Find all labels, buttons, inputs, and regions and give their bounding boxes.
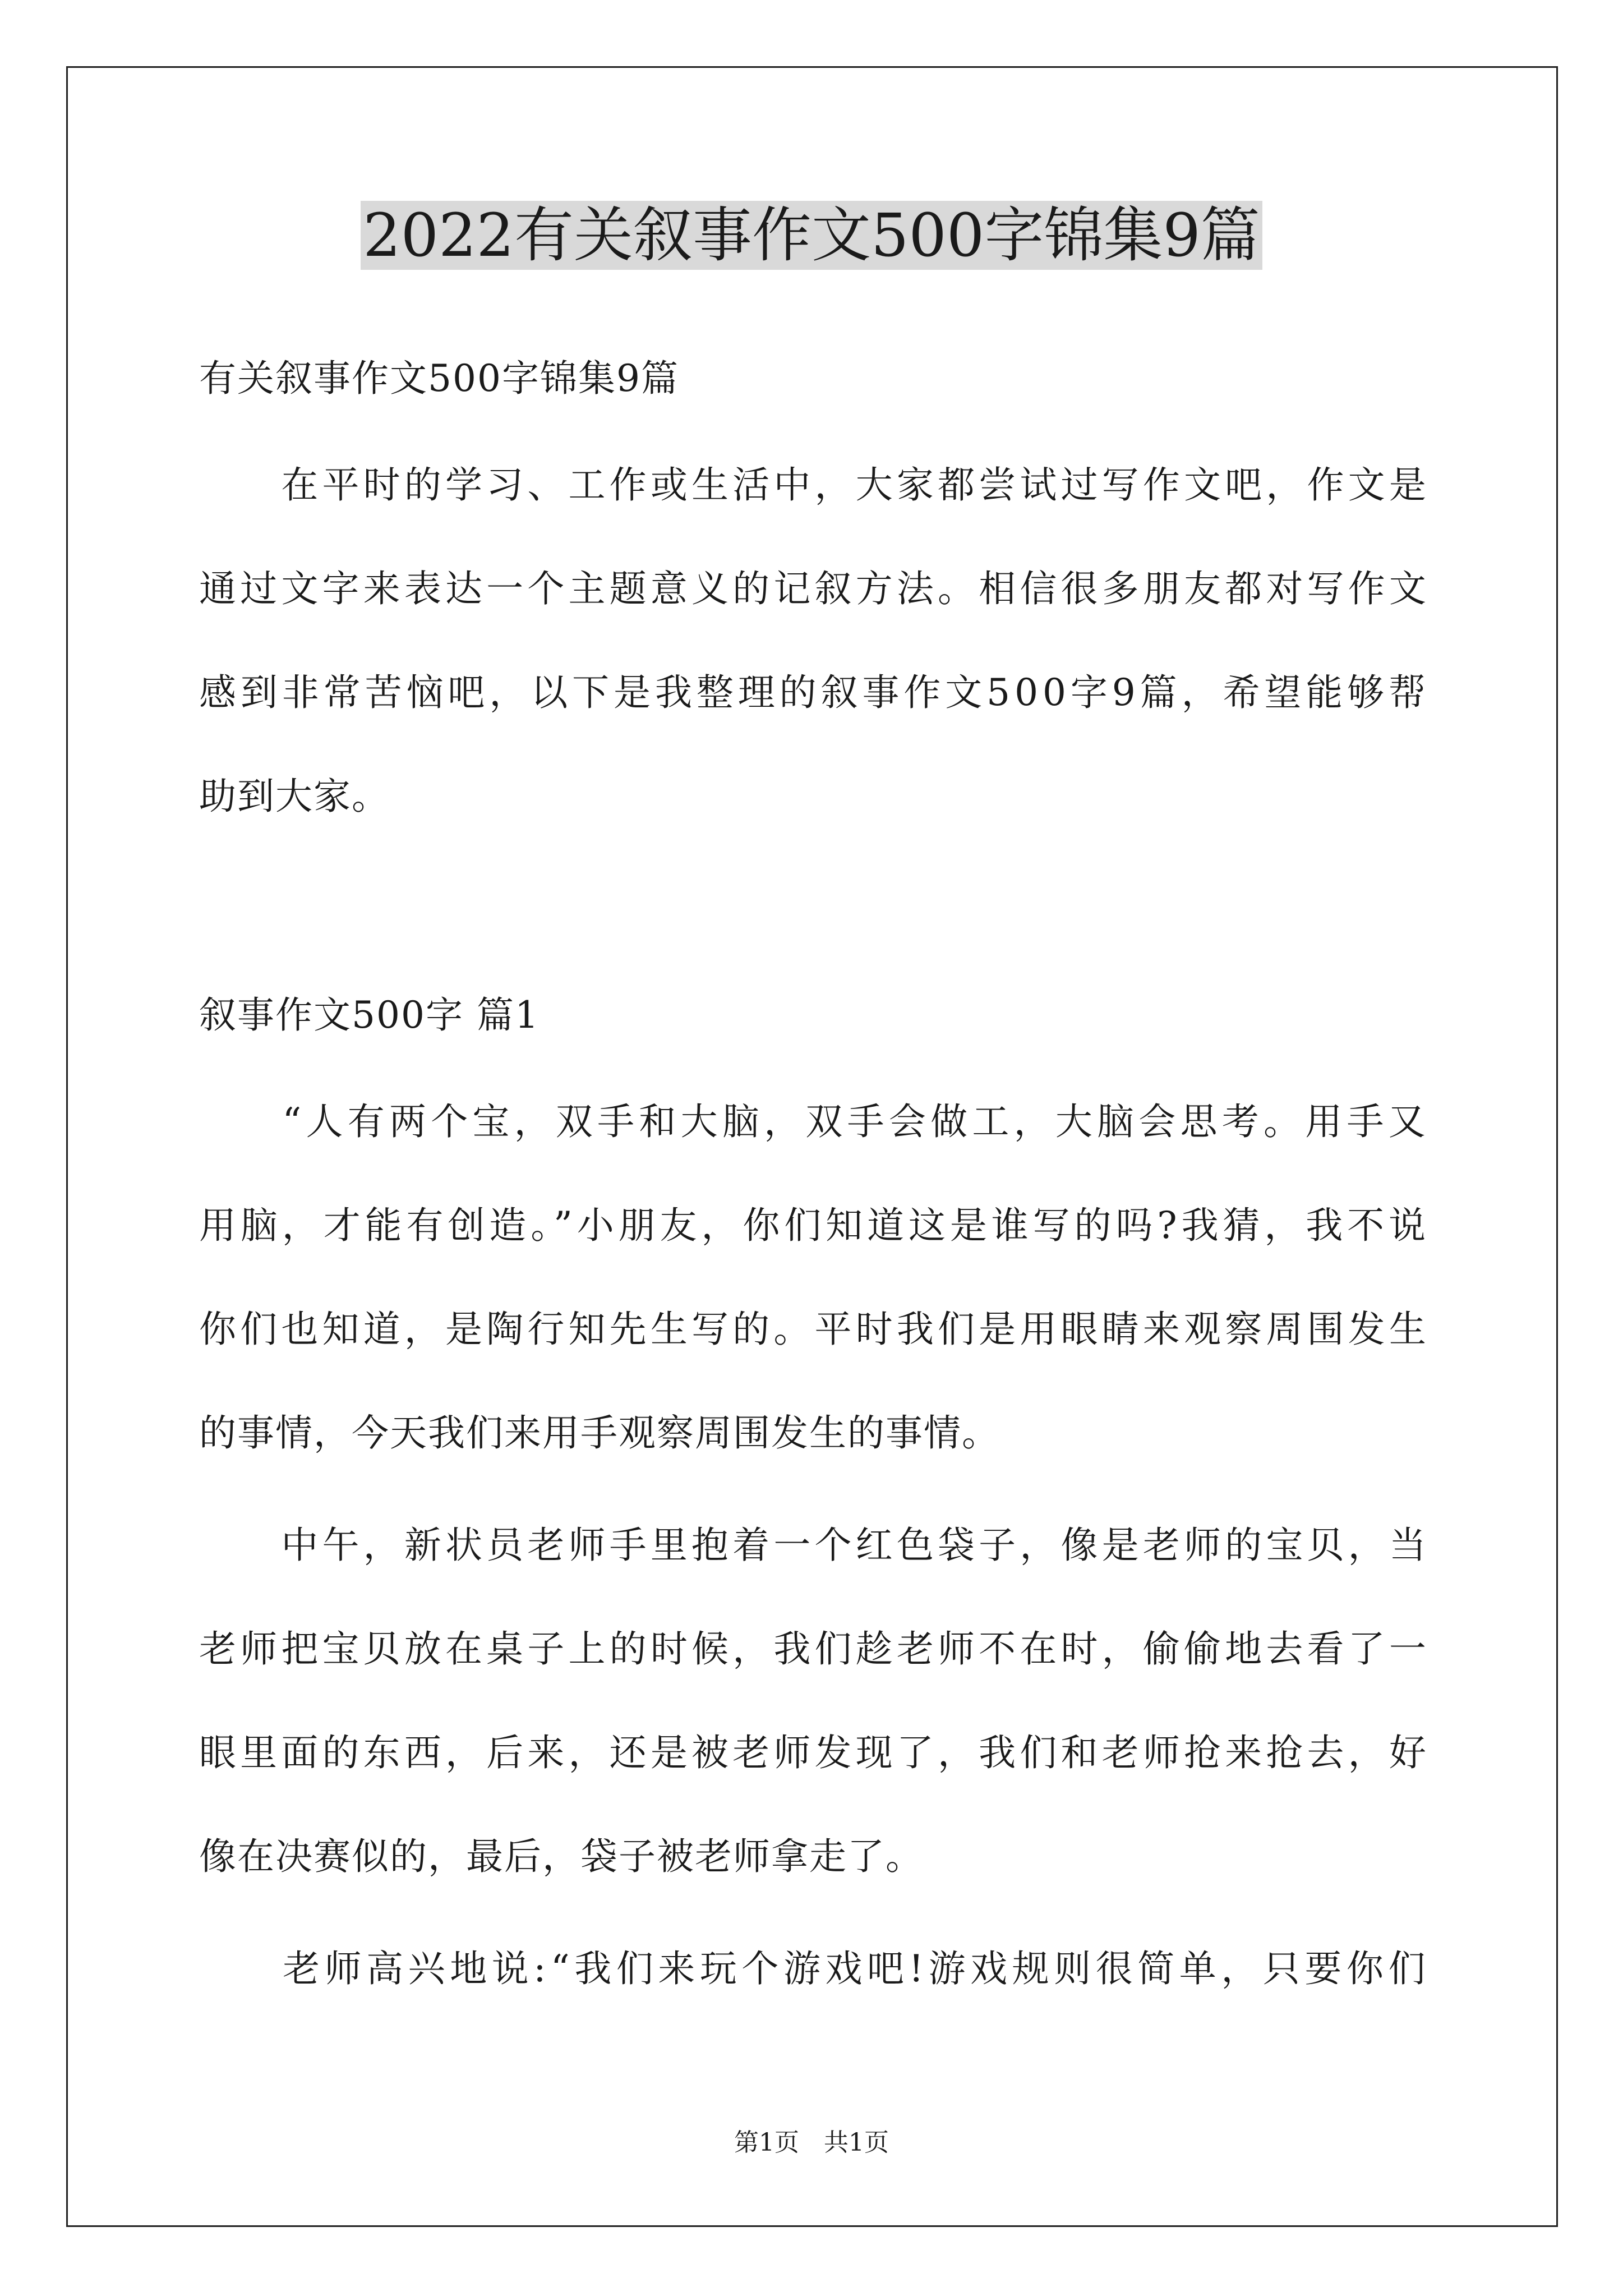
para2-line-2: 老师把宝贝放在桌子上的时候，我们趁老师不在时，偷偷地去看了一: [199, 1627, 1430, 1671]
para1-line-3: 你们也知道，是陶行知先生写的。平时我们是用眼睛来观察周围发生: [199, 1308, 1430, 1351]
intro-line-4: 助到大家。: [199, 775, 390, 818]
para3-line-1: 老师高兴地说:“我们来玩个游戏吧!游戏规则很简单，只要你们: [199, 1947, 1430, 1990]
para1-line-2: 用脑，才能有创造。”小朋友，你们知道这是谁写的吗?我猜，我不说: [199, 1204, 1430, 1247]
intro-line-2: 通过文字来表达一个主题意义的记叙方法。相信很多朋友都对写作文: [199, 567, 1430, 610]
para2-line-3: 眼里面的东西，后来，还是被老师发现了，我们和老师抢来抢去，好: [199, 1731, 1430, 1774]
para2-line-4: 像在决赛似的，最后，袋子被老师拿走了。: [199, 1835, 924, 1878]
subtitle: 有关叙事作文500字锦集9篇: [199, 357, 679, 400]
para1-line-1: “人有两个宝，双手和大脑，双手会做工，大脑会思考。用手又: [199, 1100, 1430, 1143]
para2-line-1: 中午，新状员老师手里抱着一个红色袋子，像是老师的宝贝，当: [199, 1524, 1430, 1567]
page-footer: 第1页 共1页: [734, 2128, 889, 2157]
intro-line-3: 感到非常苦恼吧，以下是我整理的叙事作文500字9篇，希望能够帮: [199, 671, 1430, 714]
document-title-text: 2022有关叙事作文500字锦集9篇: [361, 201, 1262, 270]
intro-line-1: 在平时的学习、工作或生活中，大家都尝试过写作文吧，作文是: [199, 463, 1430, 507]
para1-line-4: 的事情，今天我们来用手观察周围发生的事情。: [199, 1411, 1000, 1455]
section-heading: 叙事作文500字 篇1: [199, 993, 540, 1037]
document-title: [0, 194, 1623, 278]
